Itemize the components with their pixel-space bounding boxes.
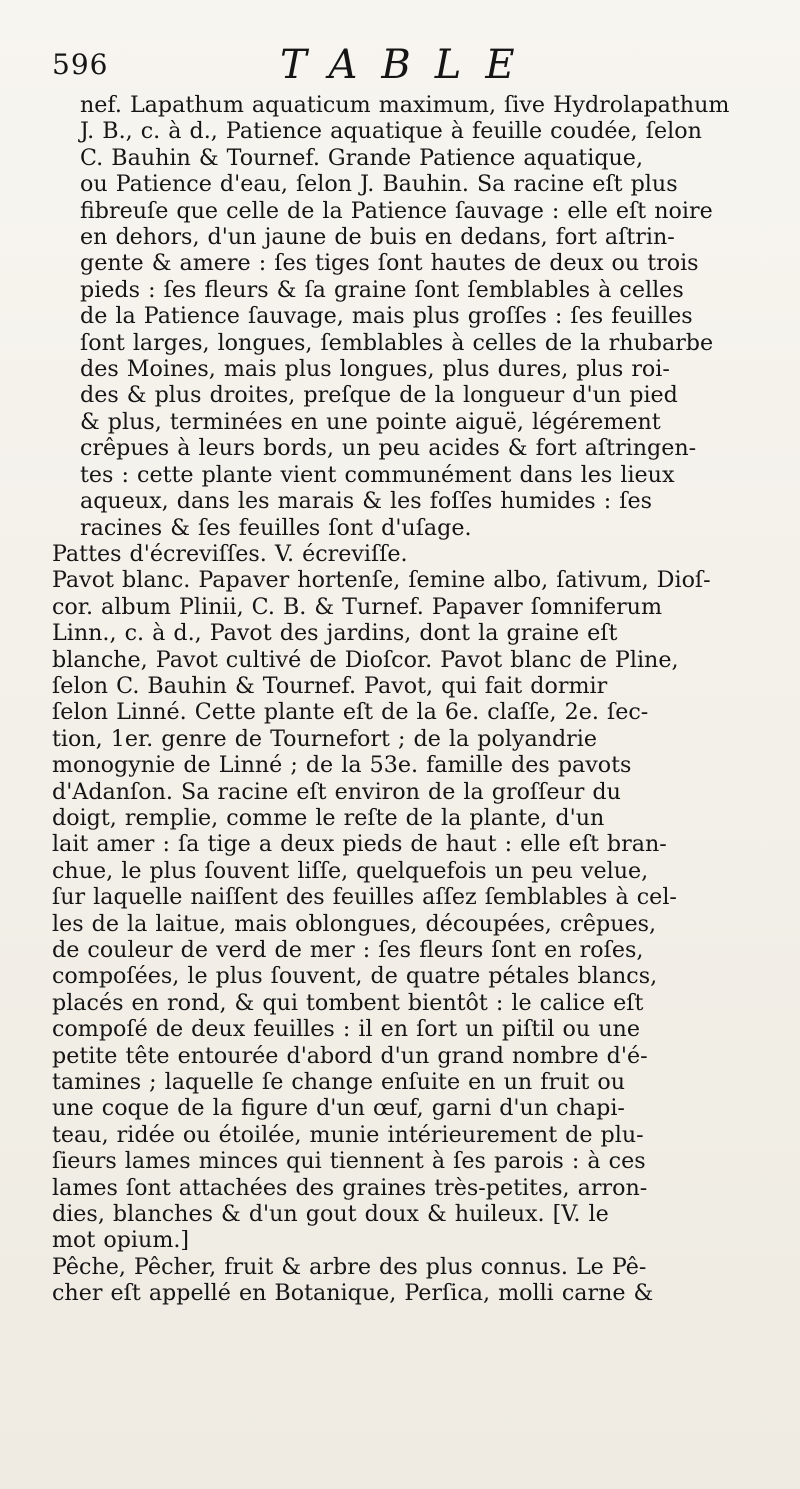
text-line: lames ſont attachées des graines très-petites, arron- (52, 1174, 648, 1201)
text-line: teau, ridée ou étoilée, munie intérieurement de plu- (52, 1121, 644, 1148)
text-line: tes : cette plante vient communément dans les lieux (80, 461, 675, 488)
text-line: Pattes d'écreviſſes. V. écreviſſe. (52, 540, 408, 567)
text-line: d'Adanſon. Sa racine eſt environ de la groſſeur du (52, 778, 621, 805)
text-line: fibreuſe que celle de la Patience ſauvage : elle eſt noire (80, 197, 713, 224)
text-line: monogynie de Linné ; de la 53e. famille des pavots (52, 752, 632, 779)
text-line: & plus, terminées en une pointe aiguë, légérement (80, 408, 661, 435)
text-line: aqueux, dans les marais & les foſſes humides : ſes (80, 488, 652, 515)
page-header (52, 42, 762, 88)
text-line: tamines ; laquelle ſe change enſuite en un fruit ou (52, 1069, 626, 1096)
text-line: chue, le plus ſouvent liſſe, quelquefois un peu velue, (52, 857, 649, 884)
text-line: Linn., c. à d., Pavot des jardins, dont la graine eſt (52, 620, 618, 647)
text-line: blanche, Pavot cultivé de Dioſcor. Pavot blanc de Pline, (52, 646, 679, 673)
text-line: de couleur de verd de mer : ſes fleurs ſont en roſes, (52, 937, 644, 963)
entry-pattes (52, 541, 762, 567)
text-line: Pavot blanc. Papaver hortenſe, ſemine albo, ſativum, Dioſ- (52, 567, 711, 594)
text-line: tion, 1er. genre de Tournefort ; de la polyandrie (52, 725, 598, 752)
text-line: mot opium.] (52, 1227, 190, 1254)
text-line: J. B., c. à d., Patience aquatique à feuille coudée, ſelon (80, 118, 702, 145)
text-line: ſont larges, longues, ſemblables à celles de la rhubarbe (80, 329, 714, 356)
text-line: cher eſt appellé en Botanique, Perſica, molli carne & (52, 1280, 654, 1307)
running-title: TABLE (280, 42, 539, 88)
text-line: ſelon Linné. Cette plante eſt de la 6e. claſſe, 2e. ſec- (52, 699, 649, 726)
page-number: 596 (52, 48, 109, 81)
text-line: doigt, remplie, comme le reſte de la plante, d'un (52, 804, 605, 831)
entry-peche (52, 1254, 762, 1307)
text-line: les de la laitue, mais oblongues, découpées, crêpues, (52, 910, 657, 937)
text-line: petite tête entourée d'abord d'un grand nombre d'é- (52, 1042, 648, 1069)
entries (52, 92, 762, 1307)
text-line: dies, blanches & d'un gout doux & huileux. [V. le (52, 1201, 609, 1228)
text-line: une coque de la figure d'un œuf, garni d'un chapi- (52, 1095, 625, 1122)
text-line: ſur laquelle naiſſent des feuilles aſſez ſemblables à cel- (52, 884, 677, 911)
entry-patience-continued (52, 92, 762, 541)
text-line: placés en rond, & qui tombent bientôt : le calice eſt (52, 989, 644, 1016)
entry-pavot (52, 567, 762, 1254)
text-line: en dehors, d'un jaune de buis en dedans, fort aſtrin- (80, 224, 675, 251)
text-line: des Moines, mais plus longues, plus dures, plus roi- (80, 356, 670, 383)
text-line: ou Patience d'eau, ſelon J. Bauhin. Sa racine eſt plus (80, 171, 678, 198)
text-line: ſieurs lames minces qui tiennent à ſes parois : à ces (52, 1148, 646, 1175)
text-line: des & plus droites, preſque de la longueur d'un pied (80, 382, 678, 409)
text-line: nef. Lapathum aquaticum maximum, ſive Hydrolapathum (80, 92, 730, 118)
text-line: cor. album Plinii, C. B. & Turnef. Papaver ſomniferum (52, 593, 663, 620)
text-line: racines & ſes feuilles ſont d'uſage. (80, 514, 472, 541)
text-line: C. Bauhin & Tournef. Grande Patience aquatique, (80, 144, 643, 171)
text-line: pieds : ſes fleurs & ſa graine ſont ſemblables à celles (80, 276, 684, 303)
text-line: lait amer : ſa tige a deux pieds de haut : elle eſt bran- (52, 831, 667, 858)
text-line: compoſé de deux feuilles : il en ſort un piſtil ou une (52, 1016, 640, 1043)
text-line: gente & amere : ſes tiges ſont hautes de deux ou trois (80, 250, 699, 277)
text-line: de la Patience ſauvage, mais plus groſſes : ſes feuilles (80, 303, 693, 330)
text-line: compoſées, le plus ſouvent, de quatre pétales blancs, (52, 963, 658, 990)
text-line: Pêche, Pêcher, fruit & arbre des plus connus. Le Pê- (52, 1253, 647, 1280)
text-line: ſelon C. Bauhin & Tournef. Pavot, qui fait dormir (52, 672, 608, 699)
text-line: crêpues à leurs bords, un peu acides & fort aſtringen- (80, 435, 697, 462)
